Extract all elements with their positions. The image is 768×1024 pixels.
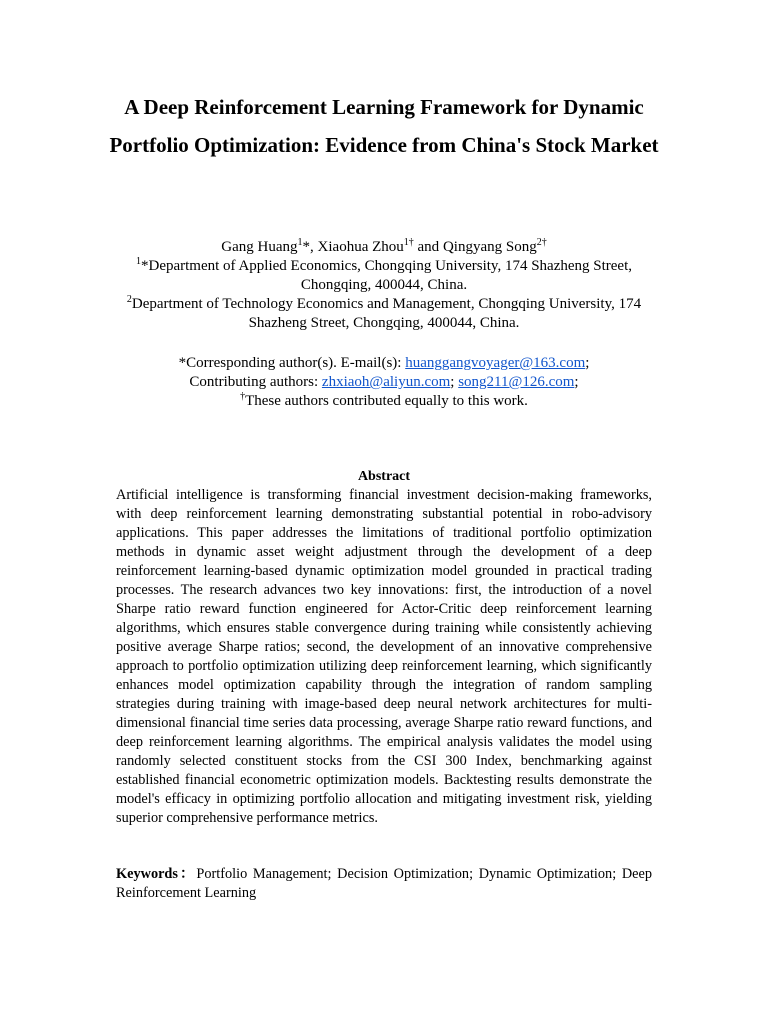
affiliation-2 [110, 295, 658, 333]
paper-title: A Deep Reinforcement Learning Framework for Dynamic Portfolio Optimization: Evidence from China's Stock Market [109, 95, 659, 157]
author-separator: , [310, 239, 318, 255]
abstract-heading: Abstract [357, 469, 411, 484]
affiliation-text: *Department of Applied Economics, Chongqing University, 174 Shazheng Street, Chongqing, 400044, China. [140, 258, 633, 293]
author-list [110, 238, 658, 257]
contributing-email-link-1[interactable]: zhxiaoh@aliyun.com [321, 374, 451, 390]
corresponding-email-link[interactable]: huanggangvoyager@163.com [405, 355, 586, 371]
keywords-block [116, 865, 652, 903]
author-name: Gang Huang [221, 239, 298, 255]
contributing-email-link-2[interactable]: song211@126.com [458, 374, 575, 390]
equal-contribution-text: These authors contributed equally to this work. [245, 393, 528, 409]
author-and: and [413, 239, 443, 255]
affiliation-text: Department of Technology Economics and Management, Chongqing University, 174 Shazheng Street, Chongqing, 400044, China. [131, 296, 642, 331]
contact-block [110, 354, 658, 411]
affiliation-1 [110, 257, 658, 295]
author-affiliation-sup: 1† [403, 237, 414, 248]
contributing-separator: ; [450, 374, 459, 390]
author-name: Xiaohua Zhou [317, 239, 404, 255]
corresponding-line [110, 354, 658, 373]
author-block [110, 238, 658, 333]
contributing-line [110, 373, 658, 392]
keywords-label: Keywords： [116, 866, 197, 882]
contributing-label: Contributing authors: [189, 374, 322, 390]
equal-contribution-note [110, 392, 658, 411]
abstract-text: Artificial intelligence is transforming financial investment decision-making frameworks, with deep reinforcement learning demonstrating substantial potential in robo-advisory applications. This paper addresses the limitations of traditional portfolio optimization methods in dynamic asset weight adjustment through the development of a deep reinforcement learning-based dynamic optimization model grounded in practical trading processes. The research advances two key innovations: first, the introduction of a novel Sharpe ratio reward function engineered for Actor-Critic deep reinforcement learning algorithms, which ensures stable convergence during training while consistently achieving positive average Sharpe ratios; second, the development of an innovative comprehensive approach to portfolio optimization utilizing deep reinforcement learning, which significantly enhances model optimization capability through the integration of random sampling strategies during training with image-based deep neural network architectures for multi-dimensional financial time series data processing, average Sharpe ratio reward functions, and deep reinforcement learning algorithms. The empirical analysis validates the model using randomly selected constituent stocks from the CSI 300 Index, benchmarking against established financial econometric optimization models. Backtesting results demonstrate the model's efficacy in optimizing portfolio allocation and mitigating investment risk, yielding superior comprehensive performance metrics. [116, 487, 652, 826]
keywords-text: Portfolio Management; Decision Optimization; Dynamic Optimization; Deep Reinforcement Learning [116, 866, 652, 901]
corresponding-suffix: ; [585, 355, 590, 371]
dagger-mark: † [240, 391, 246, 402]
corresponding-label: *Corresponding author(s). E-mail(s): [178, 355, 406, 371]
affiliation-sup: 1 [135, 256, 141, 267]
contributing-suffix: ; [574, 374, 579, 390]
corresponding-mark: * [302, 239, 311, 255]
affiliation-sup: 2 [126, 294, 132, 305]
author-name: Qingyang Song [442, 239, 537, 255]
author-affiliation-sup: 1 [297, 237, 303, 248]
author-affiliation-sup: 2† [536, 237, 547, 248]
